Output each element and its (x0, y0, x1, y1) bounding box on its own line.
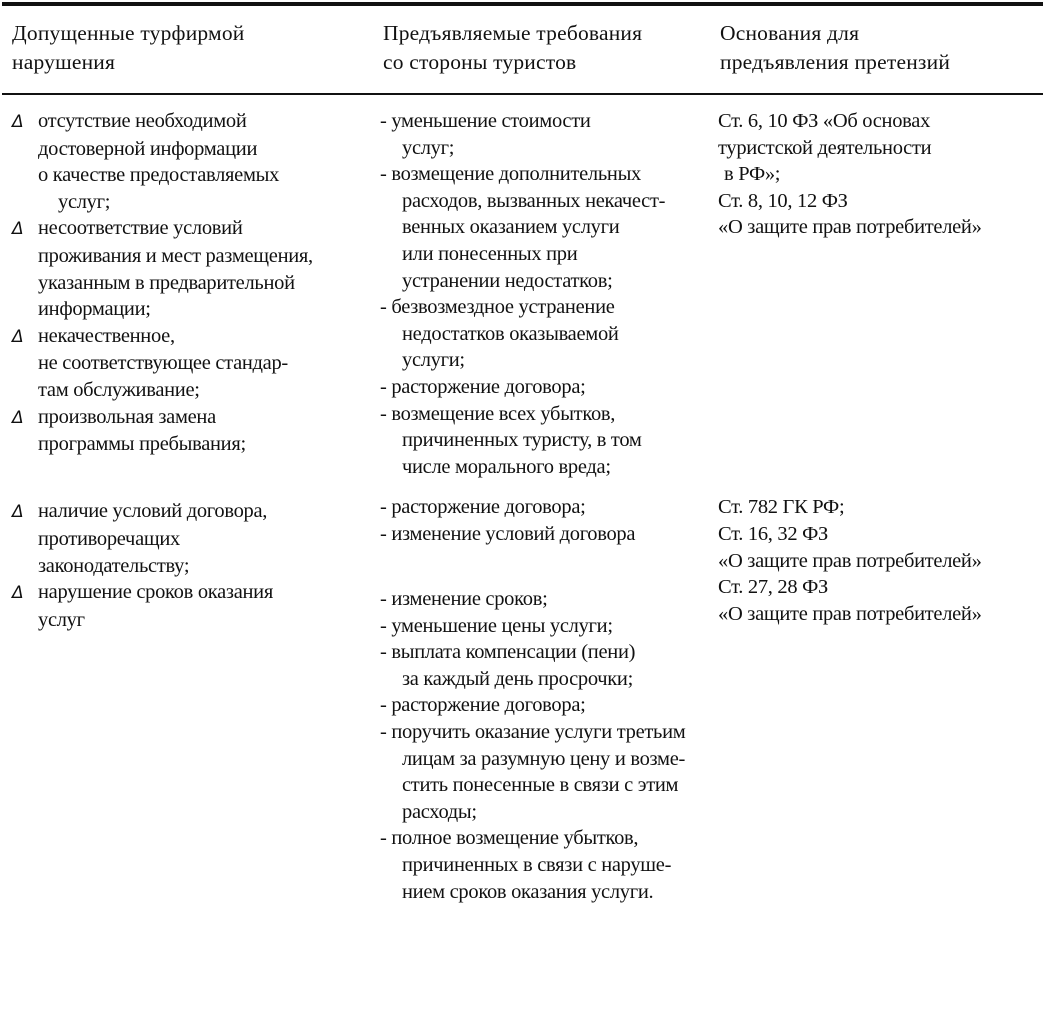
violation-item: Δ нарушение сроков оказания (12, 579, 313, 607)
violation-item: Δ произвольная замена (12, 404, 313, 432)
requirement-item: - уменьшение цены услуги; (380, 614, 613, 637)
requirement-item: - расторжение договора; (380, 496, 586, 519)
requirement-item: - возмещение дополнительных (380, 163, 642, 186)
violation-item: Δ несоответствие условий (12, 215, 313, 243)
header-requirements: Предъявляемые требования со стороны туристов (383, 21, 643, 74)
ground-item: Ст. 16, 32 ФЗ (718, 522, 829, 545)
violation-item: Δ наличие условий договора, (12, 498, 313, 526)
table-top-rule (2, 2, 1043, 6)
violations-column: Δ отсутствие необходимой достоверной информации о качестве предоставляемых услуг; Δ несоответствие условий проживания и мест размещения, указанным в предварительной информации; Δ некачественное, не соответствующее стандар- там обслуживание; Δ произвольная замена программы пребывания; Δ наличие условий договора, противоречащих законодательству; Δ нарушение сроков оказания услуг (12, 110, 313, 631)
triangle-marker-icon: Δ (12, 112, 24, 132)
header-violations: Допущенные турфирмой нарушения (12, 21, 245, 74)
requirement-item: - безвозмездное устранение (380, 296, 615, 319)
requirement-item: - изменение условий договора (380, 522, 636, 545)
triangle-marker-icon: Δ (12, 502, 24, 523)
ground-item: Ст. 782 ГК РФ; (718, 496, 845, 519)
requirement-item: - выплата компенсации (пени) (380, 641, 636, 664)
ground-item: Ст. 6, 10 ФЗ «Об основах (718, 110, 931, 132)
requirement-item: - поручить оказание услуги третьим (380, 721, 686, 744)
grounds-column: Ст. 6, 10 ФЗ «Об основах туристской деятельности в РФ»; Ст. 8, 10, 12 ФЗ «О защите прав потребителей» Ст. 782 ГК РФ; Ст. 16, 32 ФЗ «О защите прав потребителей» Ст. 27, 28 ФЗ «О защите прав потребителей» (718, 110, 982, 625)
requirement-item: - изменение сроков; (380, 588, 548, 611)
header-grounds: Основания для предъявления претензий (720, 21, 951, 74)
requirement-item: - расторжение договора; (380, 375, 586, 398)
triangle-marker-icon: Δ (12, 407, 24, 428)
ground-item: Ст. 8, 10, 12 ФЗ (718, 189, 848, 212)
ground-item: Ст. 27, 28 ФЗ (718, 576, 829, 599)
requirements-column: - уменьшение стоимости услуг; - возмещение дополнительных расходов, вызванных некачест- венных оказанием услуги или понесенных при устранении недостатков; - безвозмездное устранение недостатков оказываемой услуги; - расторжение договора; - возмещение всех убытков, причиненных туристу, в том числе морального вреда; - расторжение договора; - изменение условий договора - изменение сроков; - уменьшение цены услуги; - выплата компенсации (пени) за каждый день просрочки; - расторжение договора; - поручить оказание услуги третьим лицам за разумную цену и возме- стить понесенные в связи с этим расходы; - полное возмещение убытков, причиненных в связи с наруше- нием сроков оказания услуги. (380, 110, 686, 903)
header-rule (2, 93, 1043, 95)
triangle-marker-icon: Δ (12, 326, 24, 347)
requirement-item: - уменьшение стоимости (380, 110, 591, 132)
triangle-marker-icon: Δ (12, 583, 24, 604)
violation-item: Δ отсутствие необходимой (12, 108, 313, 136)
requirement-item: - полное возмещение убытков, (380, 827, 639, 850)
triangle-marker-icon: Δ (12, 219, 24, 240)
violation-item: Δ некачественное, (12, 323, 313, 351)
requirement-item: - возмещение всех убытков, (380, 402, 616, 425)
requirement-item: - расторжение договора; (380, 694, 586, 717)
